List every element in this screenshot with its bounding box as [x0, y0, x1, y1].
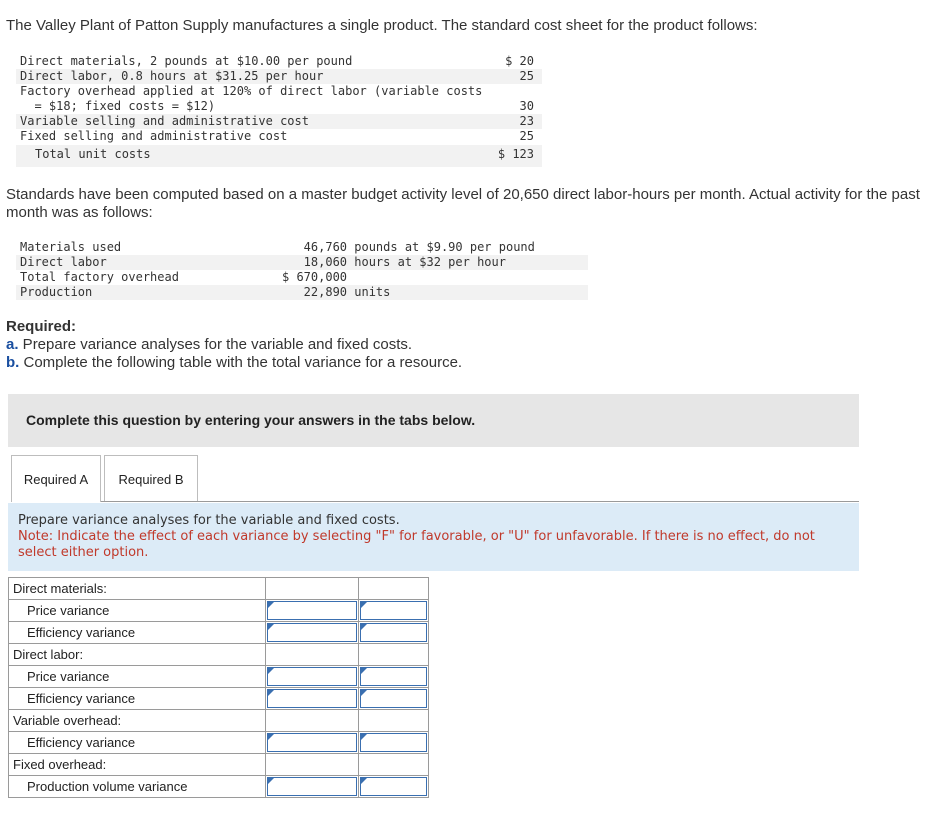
actual-activity-table [16, 240, 588, 300]
activity-row [16, 285, 588, 300]
standards-text: Standards have been computed based on a master budget activity level of 20,650 direct labor-hours per month. Actual activity for the past month was as follows: [6, 186, 920, 221]
cost-label: Fixed selling and administrative cost [20, 129, 288, 143]
tab-divider [101, 501, 859, 502]
effect-cell [359, 600, 429, 622]
activity-row [16, 270, 588, 285]
instruction-banner: Complete this question by entering your answers in the tabs below. [8, 394, 859, 447]
variance-label: Production volume variance [9, 776, 266, 798]
blank-cell [266, 710, 359, 732]
intro-text: The Valley Plant of Patton Supply manufactures a single product. The standard cost sheet for the product follows: [6, 17, 758, 34]
activity-value: 18,060 hours at $32 per hour [282, 255, 506, 269]
required-b-letter: b. [6, 354, 20, 371]
dl-efficiency-effect-select[interactable] [360, 689, 427, 708]
table-row [9, 666, 429, 688]
cost-label: Direct materials, 2 pounds at $10.00 per pound [20, 54, 353, 68]
vo-efficiency-effect-select[interactable] [360, 733, 427, 752]
amount-cell [266, 688, 359, 710]
variance-label: Price variance [9, 666, 266, 688]
dm-efficiency-effect-select[interactable] [360, 623, 427, 642]
table-row [9, 578, 429, 600]
dl-price-effect-select[interactable] [360, 667, 427, 686]
table-row [9, 622, 429, 644]
table-row [9, 710, 429, 732]
cost-label: Total unit costs [35, 147, 151, 161]
table-row [9, 600, 429, 622]
cost-amount: 25 [519, 129, 534, 143]
blank-cell [359, 710, 429, 732]
activity-label: Total factory overhead [20, 270, 179, 284]
cost-amount: 30 [519, 99, 534, 113]
required-b-text: Complete the following table with the total variance for a resource. [19, 354, 463, 371]
blank-cell [266, 644, 359, 666]
fo-volume-effect-select[interactable] [360, 777, 427, 796]
cost-label: Direct labor, 0.8 hours at $31.25 per hour [20, 69, 324, 83]
cost-row [16, 129, 542, 144]
cost-label: Factory overhead applied at 120% of direct labor (variable costs = $18; fixed costs = $12) [20, 84, 483, 113]
effect-cell [359, 776, 429, 798]
dl-price-amount-input[interactable] [267, 667, 357, 686]
amount-cell [266, 776, 359, 798]
activity-label: Production [20, 285, 93, 299]
variance-label: Efficiency variance [9, 732, 266, 754]
cost-row [16, 114, 542, 129]
activity-row [16, 255, 588, 270]
activity-label: Materials used [20, 240, 122, 254]
vo-efficiency-amount-input[interactable] [267, 733, 357, 752]
section-label: Variable overhead: [9, 710, 266, 732]
variance-label: Price variance [9, 600, 266, 622]
variance-label: Efficiency variance [9, 688, 266, 710]
dm-efficiency-amount-input[interactable] [267, 623, 357, 642]
instruction-note: Note: Indicate the effect of each variance by selecting "F" for favorable, or "U" for unfavorable. If there is no effect, do not select either option. [18, 529, 815, 560]
blank-cell [266, 754, 359, 776]
cost-amount: $ 123 [497, 147, 534, 161]
amount-cell [266, 622, 359, 644]
blank-cell [359, 754, 429, 776]
amount-cell [266, 600, 359, 622]
cost-amount: 25 [519, 69, 534, 83]
tab-required-b[interactable]: Required B [104, 455, 198, 502]
effect-cell [359, 732, 429, 754]
tab-required-a[interactable]: Required A [11, 455, 101, 502]
dm-price-amount-input[interactable] [267, 601, 357, 620]
cost-total-row [16, 144, 542, 167]
required-b [6, 354, 462, 371]
cost-amount: $ 20 [505, 54, 534, 68]
required-heading: Required: [6, 318, 77, 335]
blank-cell [359, 578, 429, 600]
table-row [9, 644, 429, 666]
table-row [9, 776, 429, 798]
cost-row [16, 54, 542, 69]
cost-row [16, 69, 542, 84]
activity-label: Direct labor [20, 255, 107, 269]
variance-label: Efficiency variance [9, 622, 266, 644]
section-label: Direct materials: [9, 578, 266, 600]
standard-cost-sheet [16, 54, 542, 167]
blank-cell [266, 578, 359, 600]
table-row [9, 732, 429, 754]
dl-efficiency-amount-input[interactable] [267, 689, 357, 708]
required-a-letter: a. [6, 336, 19, 353]
required-a [6, 336, 412, 353]
cost-row [16, 84, 542, 114]
effect-cell [359, 688, 429, 710]
table-row [9, 754, 429, 776]
variance-answer-table [8, 577, 429, 798]
effect-cell [359, 622, 429, 644]
amount-cell [266, 732, 359, 754]
blank-cell [359, 644, 429, 666]
activity-value: $ 670,000 [282, 270, 348, 284]
dm-price-effect-select[interactable] [360, 601, 427, 620]
cost-amount: 23 [519, 114, 534, 128]
fo-volume-amount-input[interactable] [267, 777, 357, 796]
activity-value: 22,890 units [282, 285, 391, 299]
instruction-line: Prepare variance analyses for the variable and fixed costs. [18, 513, 400, 528]
section-label: Direct labor: [9, 644, 266, 666]
required-a-text: Prepare variance analyses for the variable and fixed costs. [18, 336, 413, 353]
tab-instructions [8, 503, 859, 571]
cost-label: Variable selling and administrative cost [20, 114, 309, 128]
table-row [9, 688, 429, 710]
activity-value: 46,760 pounds at $9.90 per pound [282, 240, 535, 254]
effect-cell [359, 666, 429, 688]
activity-row [16, 240, 588, 255]
amount-cell [266, 666, 359, 688]
section-label: Fixed overhead: [9, 754, 266, 776]
